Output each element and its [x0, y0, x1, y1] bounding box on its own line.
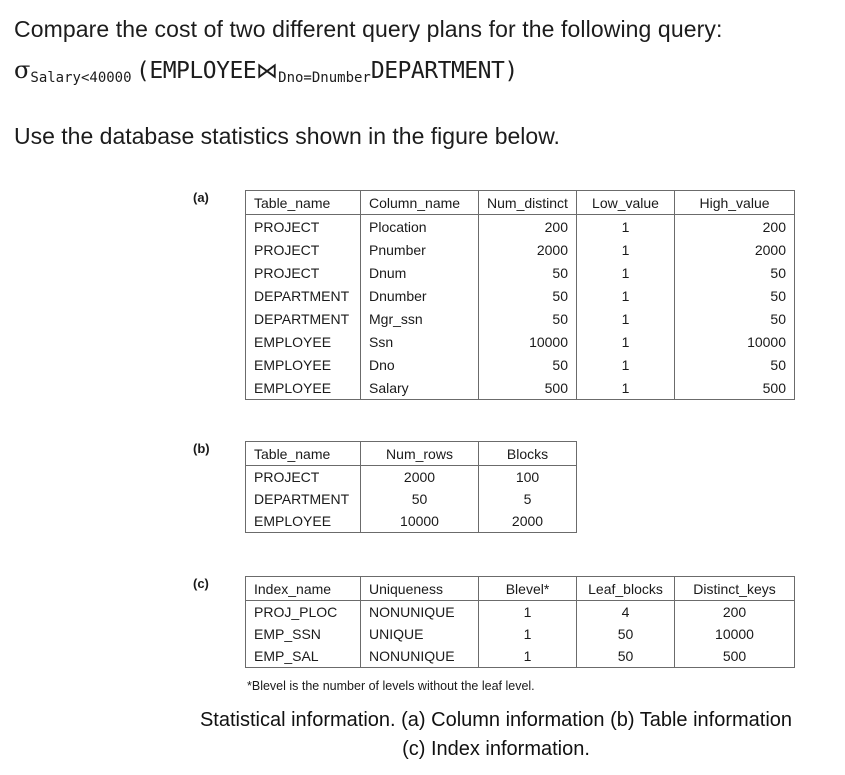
column-header: Num_rows — [361, 442, 479, 466]
join-icon: ⋈ — [256, 59, 279, 84]
table-cell: EMPLOYEE — [246, 376, 361, 400]
relation-employee: EMPLOYEE — [149, 58, 257, 84]
table-cell: 1 — [577, 284, 675, 307]
table-cell: 2000 — [675, 238, 795, 261]
table-cell: 2000 — [361, 466, 479, 489]
table-cell: 4 — [577, 601, 675, 624]
column-header: Table_name — [246, 442, 361, 466]
column-header: Table_name — [246, 191, 361, 215]
table-cell: EMPLOYEE — [246, 353, 361, 376]
table-cell: 50 — [361, 488, 479, 510]
table-cell: PROJ_PLOC — [246, 601, 361, 624]
figure-label-c: (c) — [193, 576, 209, 591]
table-cell: 1 — [577, 330, 675, 353]
figure-label-a: (a) — [193, 190, 209, 205]
table-cell: NONUNIQUE — [361, 601, 479, 624]
table-row — [246, 376, 795, 400]
column-info-table — [245, 190, 795, 400]
table-cell: 50 — [577, 645, 675, 668]
table-cell: 50 — [577, 623, 675, 645]
table-cell: EMPLOYEE — [246, 330, 361, 353]
table-cell: 200 — [479, 215, 577, 239]
caption-line-1: Statistical information. (a) Column information (b) Table information — [199, 709, 793, 731]
table-cell: 2000 — [479, 510, 577, 533]
table-cell: 50 — [675, 307, 795, 330]
table-info-table — [245, 441, 577, 533]
table-cell: EMPLOYEE — [246, 510, 361, 533]
column-info-body — [246, 191, 795, 400]
table-cell: NONUNIQUE — [361, 645, 479, 668]
table-cell: 500 — [675, 645, 795, 668]
table-cell: DEPARTMENT — [246, 284, 361, 307]
sigma-symbol: σ — [14, 56, 31, 84]
table-cell: 50 — [479, 307, 577, 330]
table-cell: 200 — [675, 601, 795, 624]
table-row — [246, 466, 577, 489]
table-cell: 1 — [577, 238, 675, 261]
relation-department: DEPARTMENT — [370, 58, 505, 84]
table-cell: Plocation — [361, 215, 479, 239]
table-cell: PROJECT — [246, 466, 361, 489]
table-cell: 1 — [577, 376, 675, 400]
table-cell: 50 — [479, 353, 577, 376]
table-row — [246, 238, 795, 261]
table-cell: 1 — [577, 353, 675, 376]
column-header: High_value — [675, 191, 795, 215]
table-cell: EMP_SAL — [246, 645, 361, 668]
column-header: Leaf_blocks — [577, 577, 675, 601]
table-cell: 1 — [577, 215, 675, 239]
table-cell: PROJECT — [246, 261, 361, 284]
column-header: Index_name — [246, 577, 361, 601]
right-paren: ) — [504, 58, 518, 84]
table-cell: EMP_SSN — [246, 623, 361, 645]
index-info-table — [245, 576, 795, 668]
column-header: Blocks — [479, 442, 577, 466]
table-row — [246, 330, 795, 353]
table-row — [246, 623, 795, 645]
table-info-body — [246, 442, 577, 533]
question-instruction: Use the database statistics shown in the figure below. — [14, 123, 560, 149]
table-cell: DEPARTMENT — [246, 307, 361, 330]
table-cell: 1 — [479, 645, 577, 668]
table-cell: UNIQUE — [361, 623, 479, 645]
blevel-footnote: *Blevel is the number of levels without the leaf level. — [247, 679, 535, 693]
column-header: Num_distinct — [479, 191, 577, 215]
question-intro: Compare the cost of two different query plans for the following query: — [14, 16, 723, 42]
table-cell: 1 — [577, 261, 675, 284]
table-row — [246, 261, 795, 284]
table-row — [246, 601, 795, 624]
table-row — [246, 215, 795, 239]
table-cell: Mgr_ssn — [361, 307, 479, 330]
table-cell: 10000 — [479, 330, 577, 353]
figure-label-b: (b) — [193, 441, 210, 456]
join-condition: Dno=Dnumber — [278, 70, 371, 86]
table-row — [246, 307, 795, 330]
table-cell: 2000 — [479, 238, 577, 261]
header-row — [246, 442, 577, 466]
table-cell: 50 — [479, 284, 577, 307]
table-row — [246, 284, 795, 307]
column-header: Column_name — [361, 191, 479, 215]
query-expression — [14, 56, 518, 84]
table-row — [246, 645, 795, 668]
column-header: Uniqueness — [361, 577, 479, 601]
table-cell: 50 — [479, 261, 577, 284]
header-row — [246, 577, 795, 601]
selection-condition: Salary<40000 — [30, 70, 132, 86]
table-cell: DEPARTMENT — [246, 488, 361, 510]
table-cell: 1 — [479, 601, 577, 624]
table-cell: Dno — [361, 353, 479, 376]
column-header: Distinct_keys — [675, 577, 795, 601]
table-cell: 10000 — [361, 510, 479, 533]
header-row — [246, 191, 795, 215]
table-cell: 500 — [675, 376, 795, 400]
left-paren: ( — [136, 58, 150, 84]
table-cell: Dnumber — [361, 284, 479, 307]
table-row — [246, 488, 577, 510]
table-cell: PROJECT — [246, 215, 361, 239]
index-info-body — [246, 577, 795, 668]
column-header: Low_value — [577, 191, 675, 215]
column-header: Blevel* — [479, 577, 577, 601]
table-cell: 10000 — [675, 623, 795, 645]
table-cell: 5 — [479, 488, 577, 510]
table-cell: 50 — [675, 284, 795, 307]
table-cell: 500 — [479, 376, 577, 400]
table-cell: 50 — [675, 261, 795, 284]
table-cell: 100 — [479, 466, 577, 489]
table-cell: Salary — [361, 376, 479, 400]
caption-line-2: (c) Index information. — [402, 738, 590, 760]
table-cell: Pnumber — [361, 238, 479, 261]
table-cell: Dnum — [361, 261, 479, 284]
table-cell: 1 — [577, 307, 675, 330]
table-cell: 10000 — [675, 330, 795, 353]
table-row — [246, 510, 577, 533]
table-row — [246, 353, 795, 376]
table-cell: PROJECT — [246, 238, 361, 261]
table-cell: 50 — [675, 353, 795, 376]
table-cell: 1 — [479, 623, 577, 645]
table-cell: Ssn — [361, 330, 479, 353]
figure-caption — [160, 706, 832, 764]
table-cell: 200 — [675, 215, 795, 239]
